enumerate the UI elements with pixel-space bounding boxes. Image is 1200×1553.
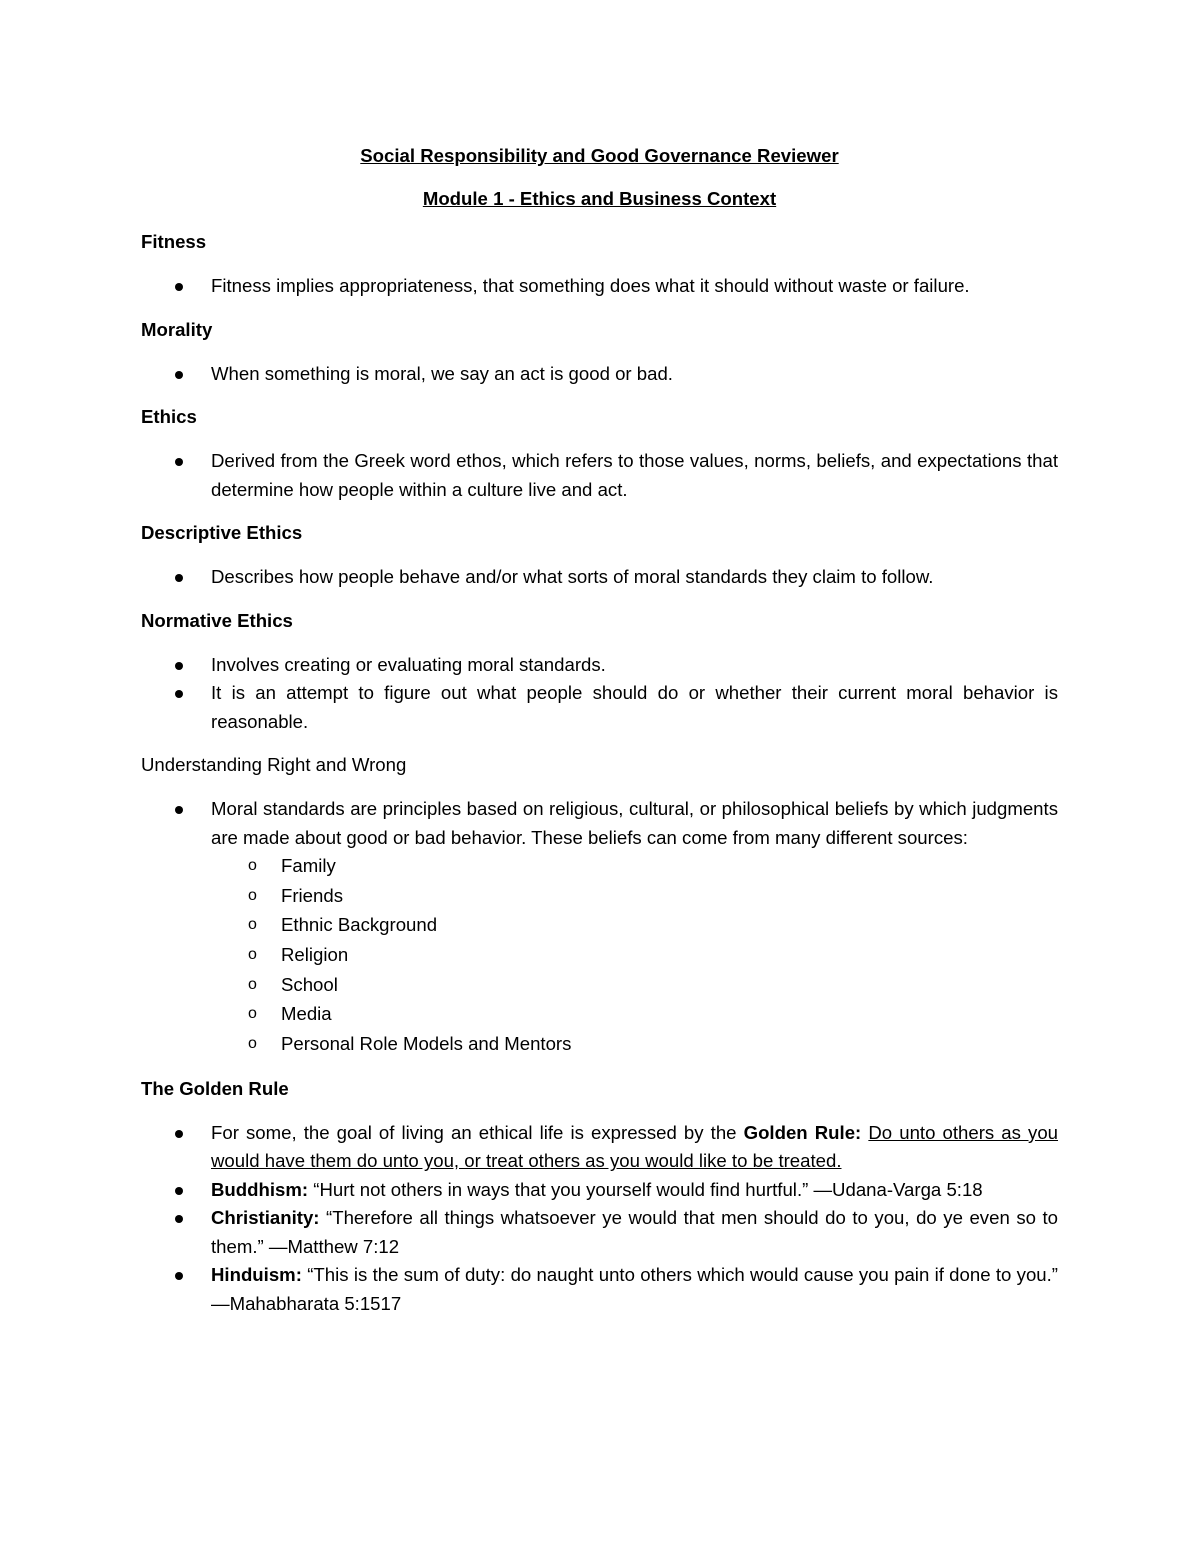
religion-quote: “Hurt not others in ways that you yourself would find hurtful.” —Udana-Varga 5:18 — [313, 1178, 983, 1200]
sublist-item — [211, 971, 1058, 1001]
sublist-item — [211, 1030, 1058, 1060]
sublist-item — [211, 1000, 1058, 1030]
circle-bullet-icon: o — [248, 857, 257, 874]
circle-bullet-icon: o — [248, 1035, 257, 1053]
bullet-text: Moral standards are principles based on religious, cultural, or philosophical beliefs by which judgments are made about good or bad behavior. These beliefs can come from many different sources: — [211, 798, 1058, 848]
sublist-text: Personal Role Models and Mentors — [281, 1033, 572, 1055]
bullet-icon — [175, 690, 183, 698]
religion-term-christianity: Christianity: — [211, 1207, 320, 1229]
circle-bullet-icon: o — [248, 975, 257, 993]
circle-bullet-icon: o — [248, 886, 257, 904]
bullet-text: Fitness implies appropriateness, that something does what it should without waste or failure. — [211, 275, 970, 296]
list-item — [141, 360, 1058, 389]
bullet-icon — [175, 371, 183, 379]
list-item — [141, 1261, 1058, 1318]
document-title: Social Responsibility and Good Governance Reviewer — [360, 145, 839, 166]
bullet-text: For some, the goal of living an ethical life is expressed by the — [211, 1121, 744, 1143]
bullet-list-fitness — [141, 272, 1058, 301]
bullet-icon — [175, 1187, 183, 1195]
bullet-icon — [175, 1272, 183, 1280]
circle-bullet-icon: o — [248, 1005, 257, 1023]
bullet-icon — [175, 662, 183, 670]
module-title: Module 1 - Ethics and Business Context — [422, 188, 777, 209]
circle-bullet-icon: o — [248, 916, 257, 934]
list-item — [141, 651, 1058, 680]
sublist-text: Religion — [281, 944, 349, 966]
golden-rule-statement: Do unto others as you would have them do unto you, or treat others as you would like to be treated. — [211, 1121, 1059, 1172]
sublist-text: Media — [281, 1003, 332, 1025]
bullet-text: It is an attempt to figure out what people should do or whether their current moral behavior is reasonable. — [211, 682, 1058, 732]
sublist-text: School — [281, 973, 338, 995]
document-body — [141, 142, 1058, 1333]
sublist-item — [211, 882, 1058, 912]
bullet-list-morality — [141, 360, 1058, 389]
golden-rule-term: Golden Rule: — [743, 1121, 862, 1143]
religion-quote: “This is the sum of duty: do naught unto others which would cause you pain if done to you.” —Mahabharata 5:1517 — [211, 1264, 1058, 1314]
list-item — [141, 795, 1058, 1060]
sources-sublist — [211, 852, 1058, 1060]
bullet-icon — [175, 574, 183, 582]
religion-term-hinduism: Hinduism: — [211, 1264, 302, 1286]
list-item — [141, 1176, 1058, 1205]
bullet-icon — [175, 1215, 183, 1223]
bullet-list-right-and-wrong — [141, 795, 1058, 1060]
list-item — [141, 272, 1058, 301]
section-heading-descriptive-ethics: Descriptive Ethics — [141, 522, 303, 543]
sublist-item — [211, 852, 1058, 882]
sublist-item — [211, 911, 1058, 941]
bullet-text: Derived from the Greek word ethos, which refers to those values, norms, beliefs, and expectations that determine how people within a culture live and act. — [211, 450, 1058, 500]
list-item — [141, 1204, 1058, 1261]
bullet-text: Involves creating or evaluating moral standards. — [211, 653, 606, 675]
section-heading-ethics: Ethics — [141, 406, 197, 427]
bullet-icon — [175, 806, 183, 814]
bullet-list-descriptive-ethics — [141, 563, 1058, 592]
list-item — [141, 563, 1058, 592]
bullet-text: Describes how people behave and/or what sorts of moral standards they claim to follow. — [211, 566, 934, 587]
section-heading-right-and-wrong: Understanding Right and Wrong — [141, 754, 407, 775]
list-item — [141, 679, 1058, 736]
sublist-text: Friends — [281, 884, 344, 906]
section-heading-golden-rule: The Golden Rule — [141, 1077, 289, 1099]
circle-bullet-icon: o — [248, 946, 257, 964]
bullet-text: When something is moral, we say an act is good or bad. — [211, 362, 673, 384]
bullet-list-normative-ethics — [141, 651, 1058, 737]
section-heading-morality: Morality — [141, 318, 213, 340]
bullet-list-ethics — [141, 447, 1058, 504]
list-item — [141, 447, 1058, 504]
religion-quote: “Therefore all things whatsoever ye would that men should do to you, do ye even so to them.” —Matthew 7:12 — [211, 1207, 1059, 1257]
sublist-text: Family — [281, 855, 336, 876]
list-item — [141, 1119, 1058, 1176]
bullet-list-golden-rule — [141, 1119, 1058, 1319]
section-heading-normative-ethics: Normative Ethics — [141, 609, 293, 631]
section-heading-fitness: Fitness — [141, 231, 207, 252]
sublist-text: Ethnic Background — [281, 914, 438, 936]
religion-term-buddhism: Buddhism: — [211, 1178, 309, 1200]
bullet-icon — [175, 1130, 183, 1138]
bullet-icon — [175, 458, 183, 466]
bullet-icon — [175, 283, 183, 291]
sublist-item — [211, 941, 1058, 971]
